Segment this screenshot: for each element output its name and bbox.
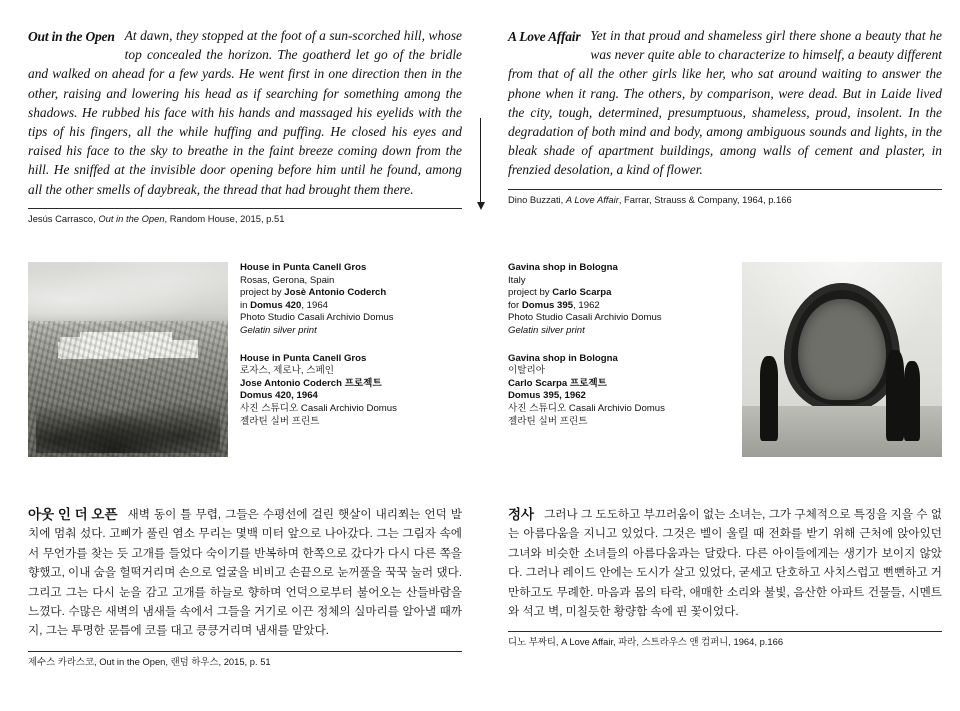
credit-author: Jesús Carrasco, [28,212,99,224]
caption-en-title: House in Punta Canell Gros [240,262,367,273]
caption-en-print-type: Gelatin silver print [240,324,317,336]
caption-en-project-prefix: project by [508,287,553,299]
caption-en-issue-year: , 1962 [573,299,600,311]
article-credit-kr: 디노 부짜티, A Love Affair, 파라, 스트라우스 앤 컴퍼니, 1964, p.166 [508,636,784,648]
article-a-love-affair-kr [508,505,942,648]
article-title-en: A Love Affair [508,29,581,44]
article-body-kr [28,505,462,641]
arrow-line [480,118,481,204]
article-title-en: Out in the Open [28,29,115,44]
caption-kr-architect: Carlo Scarpa 프로젝트 [508,377,607,389]
right-image-caption-block [508,262,942,462]
caption-en-photo-credit: Photo Studio Casali Archivio Domus [240,312,394,324]
credit-divider [508,189,942,190]
article-body-en [508,26,942,180]
caption-en [240,262,464,338]
right-column [508,0,942,711]
caption-en-issue-prefix: in [240,299,251,311]
article-body-kr-text: 새벽 동이 틀 무렵, 그들은 수평선에 걸린 햇살이 내리쬐는 언덕 발치에 멈춰 섰다. 고삐가 풀린 염소 무리는 몇백 미터 앞으로 나아갔다. 그는 그림자 속에서 무언가를 찾는 듯 고개를 들었다 숙이기를 반복하며 한쪽으로 갔다가 다시 다른 쪽을 향했고, 이내 숨을 헐떡거리며 손으로 얼굴을 비비고 손끝으로 눈꺼풀을 꾹꾹 눌러 댔다. 그리고 그는 다시 눈을 감고 고개를 하늘로 향하며 언덕으로부터 불어오는 산들바람을 느꼈다. 수많은 새벽의 냄새들 속에서 그들을 거기로 이끈 정체의 실마리를 알아낼 때까지, 그는 투명한 문틈에 코를 대고 킁킁거리며 냄새를 맡았다. [28,508,462,638]
credit-title: Out in the Open [98,212,165,224]
caption-kr-issue: Domus 395, 1962 [508,390,586,402]
arrow-head-icon [477,202,485,210]
article-credit-en [508,194,942,206]
column-flow-arrow [474,118,488,213]
caption-en-print-type: Gelatin silver print [508,324,585,336]
caption-en-location: Italy [508,274,526,286]
left-image-caption-block [28,262,462,462]
caption-kr-photo-credit: 사진 스튜디오 Casali Archivio Domus [508,402,665,414]
article-a-love-affair [508,26,942,206]
caption-en-issue: Domus 395 [521,299,574,311]
caption-kr [508,353,732,429]
credit-rest: , Farrar, Strauss & Company, 1964, p.166 [618,193,792,205]
house-in-punta-canell-gros-photo [28,262,228,457]
caption-kr-title: House in Punta Canell Gros [240,352,367,364]
article-body-text: At dawn, they stopped at the foot of a sun-scorched hill, whose top concealed the horizon. The goatherd let go of the bridle and walked on ahead for a few yards. He went first in one direction then in the other, raising and lowering his head as if searching for something among the shadows. He rubbed his face with his hands and massaged his eyelids with the tips of his fingers, all the while huffing and puffing. He closed his eyes and raised his face to the sky to breathe in the faint breeze coming down from the hill. He sniffed at the invisible door opening before him until he found, among all the other smells of daybreak, the thread that had brought them there. [28,28,462,197]
caption-kr-location: 이탈리아 [508,365,546,377]
caption-kr-photo-credit: 사진 스튜디오 Casali Archivio Domus [240,402,397,414]
article-out-in-the-open-kr [28,505,462,668]
caption-kr-title: Gavina shop in Bologna [508,352,618,364]
left-caption-column [240,262,464,428]
caption-kr-print-type: 젤라틴 실버 프린트 [508,415,588,427]
caption-en-issue-year: , 1964 [301,299,329,311]
credit-title: A Love Affair [565,193,619,205]
caption-en-location: Rosas, Gerona, Spain [240,274,335,286]
credit-divider-kr [28,651,462,652]
caption-kr-issue: Domus 420, 1964 [240,390,318,402]
gavina-shop-in-bologna-photo [742,262,942,457]
article-body-en [28,26,462,199]
credit-divider [28,208,462,209]
credit-divider-kr [508,631,942,632]
article-credit-en [28,213,462,225]
article-body-kr-text: 그러나 그 도도하고 부끄러움이 없는 소녀는, 그가 구체적으로 특징을 지을 수 없는 아름다움을 지니고 있었다. 그것은 벨이 울릴 때 전화를 받기 위해 근처에 앉아있던 그녀와 비슷한 소녀들의 아름다움과는 달랐다. 다른 아이들에게는 생기가 보이지 않았다. 그러나 레이드 안에는 도시가 살고 있었다, 굳세고 단호하고 사치스럽고 뻔뻔하고 거만하고도 무례한. 마음과 몸의 타락, 애매한 소리와 불빛, 음산한 아파트 건물들, 시멘트와 석고 벽, 미칠듯한 황량함 속에 핀 꽃이었다. [508,508,942,619]
caption-en-issue: Domus 420 [250,299,302,311]
article-body-text: Yet in that proud and shameless girl there shone a beauty that he was never quite able to characterize to himself, a beauty different from that of all the other girls like her, who sat around waiting to answer the phone when it rang. The others, by comparison, were dead. But in Laide lived the city, tough, determined, presumptuous, shameless, proud, insolent. In the degradation of both mind and body, among ambiguous sounds and lights, in the bleak shade of apartment buildings, among walls of cement and plaster, in frenzied desolation, a kind of flower. [508,28,942,178]
credit-author: Dino Buzzati, [508,193,566,205]
article-body-kr [508,505,942,621]
caption-kr-print-type: 젤라틴 실버 프린트 [240,415,320,427]
article-credit-kr: 제수스 카라스코, Out in the Open, 랜덤 하우스, 2015, p. 51 [28,655,271,667]
caption-kr [240,353,464,429]
caption-kr-architect: Jose Antonio Coderch 프로젝트 [240,377,382,389]
right-caption-column [508,262,732,428]
caption-en-architect: Josè Antonio Coderch [284,287,387,299]
left-column [28,0,462,711]
credit-rest: , Random House, 2015, p.51 [164,212,285,224]
caption-en-title: Gavina shop in Bologna [508,262,618,273]
article-title-kr: 아웃 인 더 오픈 [28,507,118,522]
caption-en-issue-prefix: for [508,299,522,311]
caption-en-project-prefix: project by [240,287,285,299]
article-title-kr: 정사 [508,507,535,522]
caption-en-photo-credit: Photo Studio Casali Archivio Domus [508,312,662,324]
caption-en [508,262,732,338]
caption-en-architect: Carlo Scarpa [552,287,612,299]
caption-kr-location: 로자스, 제로나, 스페인 [240,365,335,377]
article-out-in-the-open [28,26,462,225]
